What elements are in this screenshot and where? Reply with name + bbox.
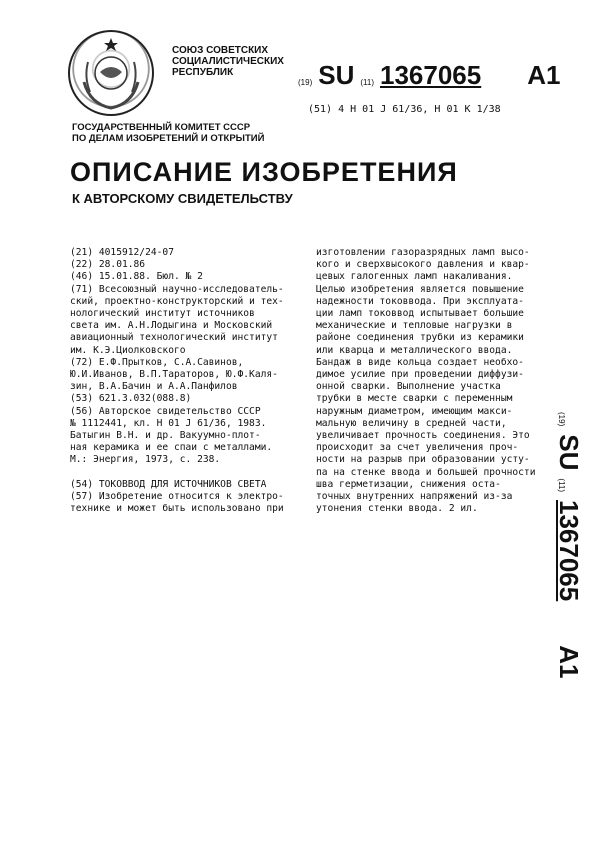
bibliographic-line: (56) Авторское свидетельство СССР: [70, 405, 261, 417]
bibliographic-line: Батыгин В.Н. и др. Вакуумно-плот-: [70, 430, 261, 442]
side-patent-number: 1367065: [554, 500, 584, 602]
bibliographic-column: [70, 247, 302, 515]
abstract-line: районе соединения трубки из керамики: [316, 332, 524, 344]
side-publication-number: [540, 412, 584, 702]
bibliographic-line: Ю.И.Иванов, В.П.Тараторов, Ю.Ф.Каля-: [70, 369, 278, 381]
abstract-line: изготовлении газоразрядных ламп высо-: [316, 247, 530, 258]
abstract-line: надежности токоввода. При эксплуата-: [316, 295, 524, 307]
bibliographic-line: им. К.Э.Циолковского: [70, 344, 186, 356]
abstract-line: наружным диаметром, имеющим макси-: [316, 405, 513, 417]
publication-number: [298, 60, 560, 91]
bibliographic-line: авиационный технологический институт: [70, 332, 278, 344]
bibliographic-line: (72) Е.Ф.Прытков, С.А.Савинов,: [70, 356, 244, 368]
side-country-code: SU: [554, 434, 584, 471]
ussr-emblem-icon: [68, 30, 154, 116]
abstract-line: цевых галогенных ламп накаливания.: [316, 271, 513, 283]
bibliographic-line: ная керамика и ее спаи с металлами.: [70, 442, 273, 454]
abstract-line: па на стенке ввода и большей прочности: [316, 466, 536, 478]
bibliographic-line: ский, проектно-конструкторский и тех-: [70, 295, 284, 307]
bibliographic-line: [70, 467, 302, 479]
abstract-line: утонения стенки ввода. 2 ил.: [316, 503, 478, 515]
bibliographic-line: (54) ТОКОВВОД ДЛЯ ИСТОЧНИКОВ СВЕТА: [70, 478, 267, 490]
abstract-line: трубки в месте сварки с переменным: [316, 393, 513, 405]
bibliographic-line: технике и может быть использовано при: [70, 503, 284, 515]
bibliographic-line: (46) 15.01.88. Бюл. № 2: [70, 271, 203, 283]
bibliographic-line: нологический институт источников: [70, 308, 255, 320]
abstract-line: мальную величину в средней части,: [316, 417, 507, 429]
abstract-line: кого и сверхвысокого давления и квар-: [316, 259, 530, 271]
kind-code: A1: [527, 60, 561, 90]
side-code-11: (11): [557, 478, 566, 492]
abstract-line: механические и тепловые нагрузки в: [316, 320, 513, 332]
bibliographic-line: (71) Всесоюзный научно-исследователь-: [70, 283, 284, 295]
code-19: (19): [298, 78, 313, 87]
bibliographic-line: зин, В.А.Бачин и А.А.Панфилов: [70, 381, 238, 393]
abstract-line: увеличивает прочность соединения. Это: [316, 430, 530, 442]
bibliographic-line: № 1112441, кл. Н 01 J 61/36, 1983.: [70, 417, 267, 429]
abstract-line: точных внутренних напряжений из-за: [316, 491, 513, 503]
document-subtitle: К АВТОРСКОМУ СВИДЕТЕЛЬСТВУ: [72, 191, 293, 206]
committee-line: ПО ДЕЛАМ ИЗОБРЕТЕНИЙ И ОТКРЫТИЙ: [72, 133, 265, 144]
committee-line: ГОСУДАРСТВЕННЫЙ КОМИТЕТ СССР: [72, 122, 251, 133]
document-title: ОПИСАНИЕ ИЗОБРЕТЕНИЯ: [70, 157, 458, 187]
abstract-line: онной сварки. Выполнение участка: [316, 381, 501, 393]
ussr-line: СОЮЗ СОВЕТСКИХ: [172, 45, 269, 56]
abstract-line: ции ламп токоввод испытывает большие: [316, 308, 524, 320]
bibliographic-line: (21) 4015912/24-07: [70, 247, 174, 258]
abstract-line: шва герметизации, снижения оста-: [316, 478, 501, 490]
classification: (51) 4 Н 01 J 61/36, Н 01 К 1/38: [308, 104, 501, 115]
abstract-line: происходит за счет увеличения проч-: [316, 442, 519, 454]
abstract-line: Бандаж в виде кольца создает необхо-: [316, 356, 524, 368]
abstract-column: [316, 247, 556, 515]
ussr-caption: [172, 45, 284, 78]
ussr-line: РЕСПУБЛИК: [172, 67, 234, 78]
bibliographic-line: М.: Энергия, 1973, с. 238.: [70, 454, 221, 466]
side-kind-code: A1: [554, 645, 584, 679]
emblem-drawing: [70, 32, 152, 114]
abstract-line: ности на разрыв при образовании усту-: [316, 454, 530, 466]
country-code: SU: [318, 60, 355, 90]
bibliographic-line: (57) Изобретение относится к электро-: [70, 491, 284, 503]
abstract-line: димое усилие при проведении диффузи-: [316, 369, 524, 381]
bibliographic-line: (53) 621.3.032(088.8): [70, 393, 192, 405]
ussr-line: СОЦИАЛИСТИЧЕСКИХ: [172, 56, 284, 67]
abstract-line: Целью изобретения является повышение: [316, 283, 524, 295]
side-code-19: (19): [557, 412, 566, 427]
code-11: (11): [360, 78, 374, 87]
patent-number: 1367065: [380, 60, 482, 90]
abstract-line: или кварца и металлического ввода.: [316, 344, 513, 356]
bibliographic-line: (22) 28.01.86: [70, 259, 146, 271]
bibliographic-line: света им. А.Н.Лодыгина и Московский: [70, 320, 273, 332]
committee: [72, 122, 264, 144]
